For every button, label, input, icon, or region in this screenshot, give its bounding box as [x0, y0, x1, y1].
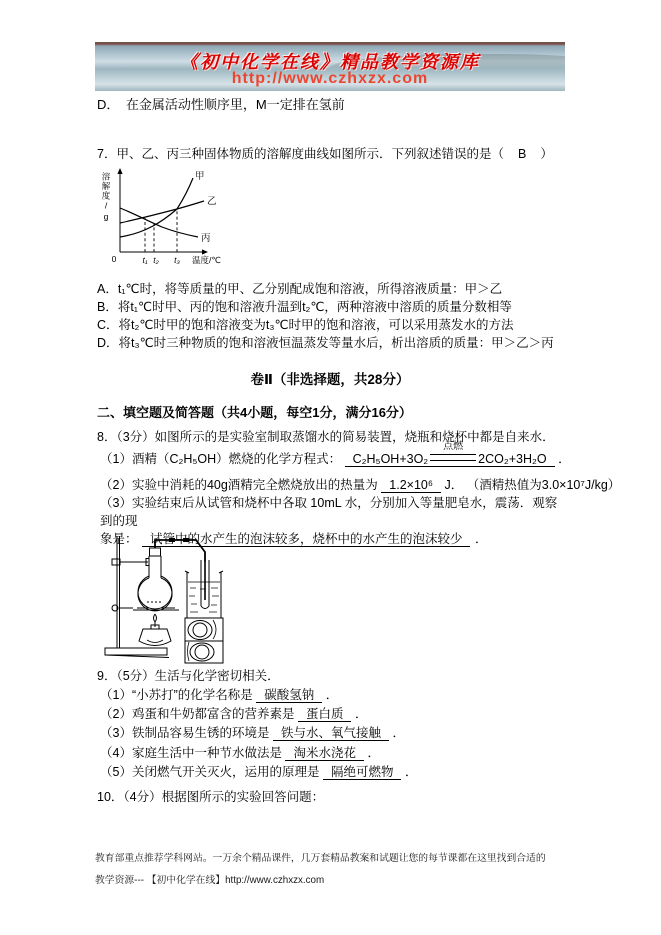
reaction-condition: 点燃: [443, 441, 464, 452]
q9-item-1: [100, 687, 417, 706]
test-tube: [201, 560, 209, 609]
q8-item3-period: ．: [474, 532, 488, 546]
q9-item3-period: ．: [392, 726, 405, 741]
q8-item1-answer-blank: [345, 441, 555, 467]
equation-left: C₂H₅OH+3O₂: [352, 452, 429, 466]
tick-t2: t₂: [153, 255, 159, 265]
series-label-yi: 乙: [207, 196, 217, 207]
q8-item3-label: （3）实验结束后从试管和烧杯中各取 10mL 水，分别加入等量肥皂水，震荡．观察到的现: [100, 496, 558, 528]
question9-items: [100, 687, 417, 783]
banner-title: 《初中化学在线》精品教学资源库: [180, 52, 480, 72]
q9-item4-answer-blank: 淘米水浇花: [285, 746, 364, 761]
q9-item-4: [100, 745, 417, 764]
question10-stem: 10．（4分）根据图所示的实验回答问题：: [97, 790, 325, 804]
part2-heading: 二、填空题及简答题（共4小题，每空1分，满分16分）: [97, 405, 412, 420]
footer-line-2: 教学资源--- 【初中化学在线】http://www.czhxzx.com: [95, 875, 325, 886]
question8-item2: [100, 477, 620, 494]
series-label-jia: 甲: [195, 171, 205, 182]
question6-option-d: D． 在金属活动性顺序里，M一定排在氢前: [97, 97, 345, 112]
beaker: [185, 571, 223, 618]
round-bottom-flask: [138, 548, 172, 611]
q8-item2-note: （酒精热值为3.0×10⁷J/kg）: [466, 478, 621, 492]
origin-label: 0: [111, 254, 117, 264]
question7-stem: [97, 146, 553, 163]
q9-item5-answer-blank: 隔绝可燃物: [323, 765, 402, 780]
option-a: A．t₁℃时，将等质量的甲、乙分别配成饱和溶液，所得溶液质量：甲＞乙: [97, 282, 503, 296]
q9-item2-label: （2）鸡蛋和牛奶都富含的营养素是: [100, 707, 295, 722]
q9-item2-period: ．: [354, 707, 368, 722]
footer-line-1: 教育部重点推荐学科网站。一万余个精品课件，几万套精品教案和试题让您的每节课都在这里找到合适的: [95, 853, 546, 864]
q9-item3-answer-blank: 铁与水、氧气接触: [273, 726, 389, 741]
q9-item1-label: （1）“小苏打”的化学名称是: [100, 688, 253, 702]
question7-answer: B: [517, 147, 527, 161]
y-axis-arrow-icon: [117, 168, 122, 174]
site-banner: [95, 42, 565, 91]
wood-blocks: [185, 618, 223, 663]
equation-right: 2CO₂+3H₂O: [478, 452, 547, 466]
q9-item5-label: （5）关闭燃气开关灭火，运用的原理是: [100, 764, 320, 779]
tick-t1: t₁: [142, 255, 148, 265]
series-label-bing: 丙: [201, 233, 211, 244]
q9-item-5: [100, 764, 417, 783]
solubility-chart-svg: [100, 166, 250, 276]
option-d: D．将t₃℃时三种物质的饱和溶液恒温蒸发等量水后，析出溶质的质量：甲＞乙＞丙: [97, 336, 554, 350]
q8-item3-label2: 象是：: [100, 532, 138, 546]
question9-stem: 9．（5分）生活与化学密切相关．: [97, 669, 280, 683]
question7-stem-text: 7．甲、乙、丙三种固体物质的溶解度曲线如图所示．下列叙述错误的是（: [97, 147, 504, 161]
flame-icon: [154, 614, 157, 622]
q9-item1-answer-blank: 碳酸氢钠: [256, 688, 322, 703]
q9-item4-label: （4）家庭生活中一种节水做法是: [100, 745, 282, 760]
x-axis-arrow-icon: [202, 249, 208, 254]
q9-item-3: [100, 725, 417, 744]
q8-item3-answer-blank: 试管中的水产生的泡沫较多，烧杯中的水产生的泡沫较少: [142, 532, 471, 547]
option-c: C．将t₂℃时甲的饱和溶液变为t₃℃时甲的饱和溶液，可以采用蒸发水的方法: [97, 318, 514, 332]
q8-item1-period: ．: [558, 452, 571, 466]
chart-y-axis-label: 溶解度/g: [101, 172, 111, 223]
q8-item2-answer-blank: 1.2×10⁶: [381, 478, 441, 493]
q8-item2-label: （2）实验中消耗的40g酒精完全燃烧放出的热量为: [100, 478, 378, 492]
distillation-apparatus-figure: [103, 532, 225, 664]
tick-t3: t₃: [174, 255, 180, 265]
question7-stem-close: ）: [540, 147, 553, 161]
q9-item4-period: ．: [367, 745, 380, 760]
chart-x-axis-label: 温度/℃: [192, 255, 221, 265]
q9-item1-period: ．: [325, 688, 339, 702]
solubility-chart: [100, 166, 250, 276]
question7-options: [97, 281, 554, 353]
q9-item-2: [100, 706, 417, 725]
question8-item1: [100, 441, 571, 468]
banner-url: http://www.czhxzx.com: [231, 70, 429, 87]
option-b: B．将t₁℃时甲、丙的饱和溶液升温到t₂℃，两种溶液中溶质的质量分数相等: [97, 300, 512, 314]
section2-title: 卷Ⅱ（非选择题，共28分）: [250, 372, 410, 387]
page-footer: [95, 848, 575, 892]
stopper: [150, 548, 161, 556]
alcohol-lamp: [139, 614, 171, 646]
delivery-tube: [155, 540, 205, 562]
q9-item5-period: ．: [404, 764, 418, 779]
q9-item2-answer-blank: 蛋白质: [298, 707, 352, 722]
question8-stem: 8．（3分）如图所示的是实验室制取蒸馏水的简易装置，烧瓶和烧杯中都是自来水．: [97, 430, 555, 444]
q9-item3-label: （3）铁制品容易生锈的环境是: [100, 726, 270, 741]
reaction-condition-line: [430, 441, 476, 461]
q8-item1-label: （1）酒精（C₂H₅OH）燃烧的化学方程式：: [100, 452, 342, 466]
q8-item2-unit: J．: [444, 478, 464, 492]
